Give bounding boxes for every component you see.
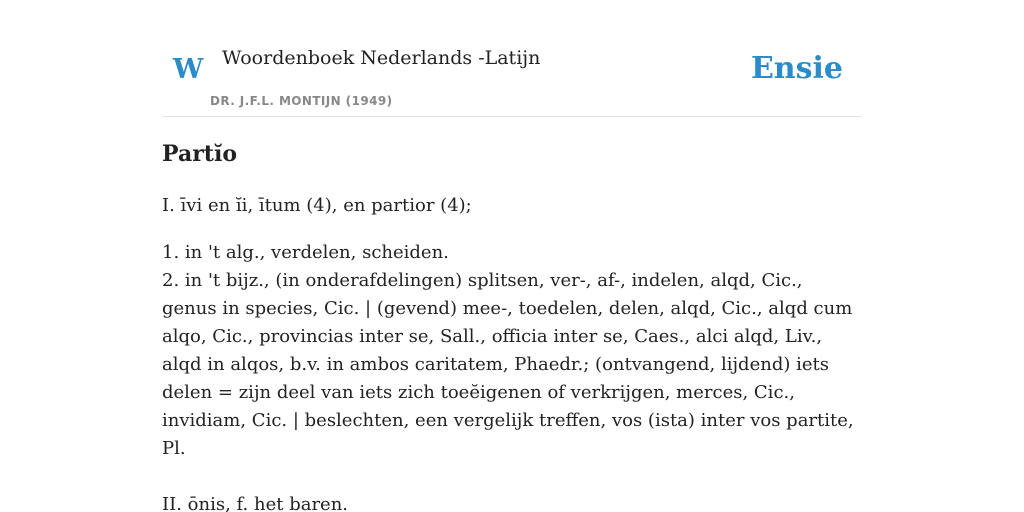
sense-item: 1. in 't alg., verdelen, scheiden. bbox=[162, 242, 449, 263]
dictionary-author: DR. J.F.L. MONTIJN (1949) bbox=[210, 94, 393, 108]
dictionary-title[interactable]: Woordenboek Nederlands -Latijn bbox=[222, 47, 541, 69]
second-meaning: II. ōnis, f. het baren. bbox=[162, 494, 349, 512]
entry-content bbox=[162, 138, 862, 512]
headword: Partĭo bbox=[162, 141, 237, 167]
sense-list bbox=[162, 239, 862, 463]
dictionary-header bbox=[162, 0, 862, 117]
sense-item: 2. in 't bijz., (in onderafdelingen) splitsen, ver-, af-, indelen, alqd, Cic., genus in species, Cic. | (gevend) mee-, toedelen, delen, alqd, Cic., alqd cum alqo, Cic., provincias inter se, Sall., officia inter se, Caes., alci alqd, Liv., alqd in alqos, b.v. in ambos caritatem, Phaedr.; (ontvangend, lijdend) iets delen = zijn deel van iets zich toeĕigenen of verkrijgen, merces, Cic., invidiam, Cic. | beslechten, een vergelijk treffen, vos (ista) inter vos partite, Pl. bbox=[162, 270, 854, 459]
ensie-brand-logo[interactable]: Ensie bbox=[750, 51, 843, 86]
verb-forms: I. īvi en ĭi, ītum (4), en partior (4); bbox=[162, 195, 472, 216]
dictionary-logo[interactable]: W bbox=[173, 54, 204, 85]
